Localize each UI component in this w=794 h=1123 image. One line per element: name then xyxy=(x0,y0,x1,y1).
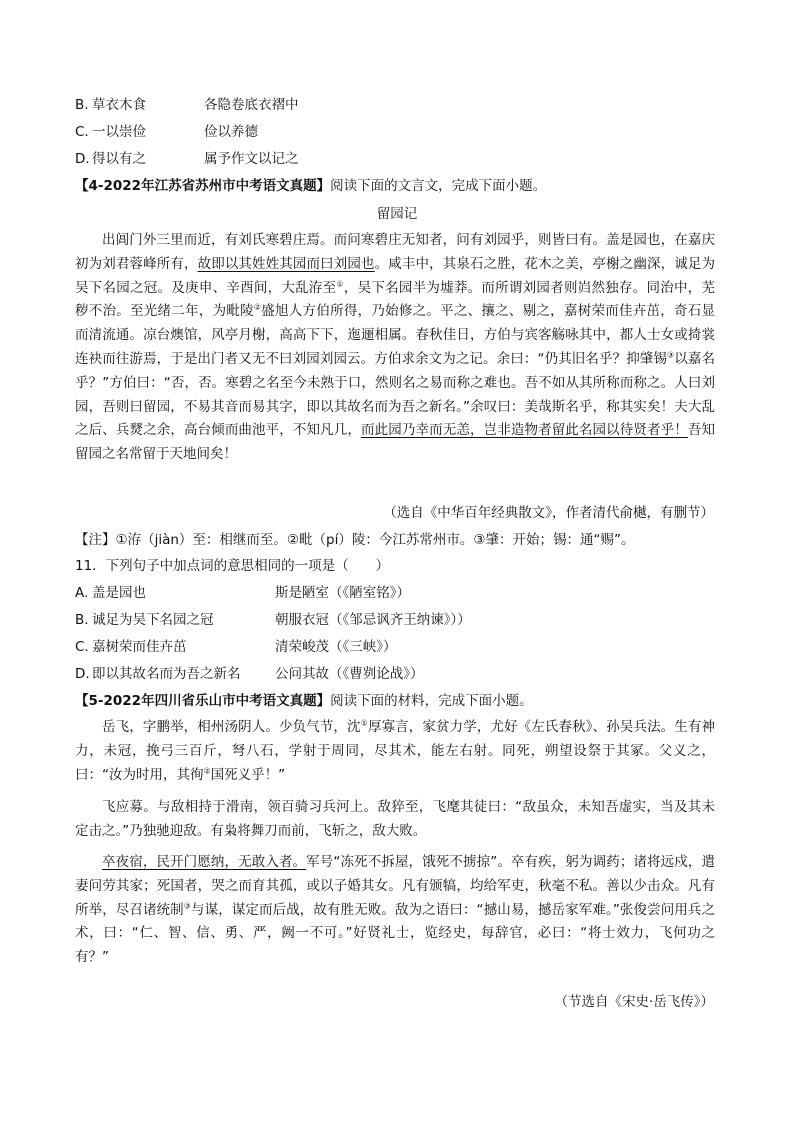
footnote-marker: ① xyxy=(336,279,344,289)
passage4-source: （选自《中华百年经典散文》，作者清代俞樾，有删节） xyxy=(383,505,714,521)
underlined-sentence: 故即以其姓姓其园而曰刘园也 xyxy=(197,255,375,272)
passage-text: 岳飞，字鹏举，相州汤阴人。少负气节，沈 xyxy=(102,719,361,735)
option-right: 公问其故（《曹刿论战》） xyxy=(275,666,424,682)
q11-option-c xyxy=(75,637,397,657)
option-right: 属予作文以记之 xyxy=(204,151,299,167)
footnote-marker: ③ xyxy=(667,350,675,360)
passage5-paragraph-3 xyxy=(75,851,715,970)
passage-text: 以嘉名乎？”方伯曰：“否，否。寒碧之名至今未熟于口，然则名之易而称之难也。吾不如从其所称而称之。人曰刘园，吾则曰留园，不易其音而易其字，即以其故名而为吾之新名。”余叹曰：美哉斯名乎，称其实矣！夫大乱之后、兵燹之余，高台倾而曲池平，不知凡几， xyxy=(75,350,716,439)
section5-instruction: 阅读下面的材料，完成下面小题。 xyxy=(330,693,533,709)
option-left: 草衣木食 xyxy=(92,97,146,113)
q11-stem: 11．下列句子中加点词的意思相同的一项是（ ） xyxy=(75,558,390,574)
section4-instruction: 阅读下面的文言文，完成下面小题。 xyxy=(330,178,547,194)
option-letter: B. xyxy=(75,97,89,113)
passage4-note: 【注】①洊（jiàn）至：相继而至。②毗（pí）陵：今江苏常州市。③肇：开始；锡：通“赐”。 xyxy=(75,532,635,548)
option-right: 各隐卷底衣褶中 xyxy=(204,97,299,113)
option-letter: D. xyxy=(75,666,90,682)
passage-text: 与谋，谋定而后战，故有胜无败。敌为之语曰：“撼山易，撼岳家军难。”张俊尝问用兵之术，曰：“仁、智、信、勇、严，阙一不可。”好贤礼士，览经史，每辞官，必曰：“将士效力，飞何功之有？” xyxy=(75,901,716,966)
footnote-marker: ② xyxy=(203,766,211,776)
q10-option-b xyxy=(75,95,299,115)
option-left: 嘉树荣而佳卉茁 xyxy=(92,639,187,655)
option-right: 朝服衣冠（《邹忌讽齐王纳谏》）） xyxy=(275,612,471,628)
section4-tag: 【4-2022年江苏省苏州市中考语文真题】 xyxy=(75,178,331,194)
passage-text: 厚寡言，家贫力学，尤好《左氏春秋》、孙吴兵法。生有神力，未冠，挽弓三百斤，弩八石，学射于周同，尽其术，能左右射。同死，朔望设祭于其冢。父义之，曰：“汝为时用，其徇 xyxy=(75,719,716,783)
passage-text: 吾知留园之名常留于天地间矣！ xyxy=(75,422,716,463)
option-left: 盖是园也 xyxy=(92,585,146,601)
q11-option-b xyxy=(75,610,471,630)
option-letter: D. xyxy=(75,151,90,167)
passage-text: 盛旭人方伯所得，乃始修之。平之、攘之、剔之，嘉树荣而佳卉茁，奇石显而清流通。凉台燠馆，风亭月榭，高高下下，迤逦相属。春秋佳日，方伯与宾客觞咏其中，都人士女或掎裳连袂而往游焉，于是出门者又无不曰刘园刘园云。方伯求余文为之记。余曰：“仍其旧名乎？抑肇锡 xyxy=(75,303,716,367)
passage-text: 。咸丰中，其泉石之胜，花木之美，亭榭之幽深，诚足为吴下名园之冠。及庚申、辛酉间，大乱洊至 xyxy=(75,255,716,296)
option-right: 俭以养德 xyxy=(204,124,258,140)
option-letter: C. xyxy=(75,639,89,655)
section5-tag: 【5-2022年四川省乐山市中考语文真题】 xyxy=(75,693,331,709)
underlined-sentence: 而此园乃幸而无恙，岂非造物者留此名园以待贤者乎！ xyxy=(361,422,688,439)
passage-text: 出阊门外三里而近，有刘氏寒碧庄焉。而问寒碧庄无知者，问有刘园乎，则皆曰有。盖是园也，在嘉庆初为刘君蓉峰所有， xyxy=(75,232,715,272)
passage-text: 军号“冻死不拆屋，饿死不掳掠”。卒有疾，躬为调药；诸将远戍，遣妻问劳其家；死国者，哭之而育其孤，或以子婚其女。凡有颁犒，均给军吏，秋毫不私。善以少击众。凡有所举，尽召诸统制 xyxy=(75,854,715,918)
passage-text: 国死义乎！” xyxy=(210,766,286,783)
q10-option-d xyxy=(75,149,299,169)
q11-option-d xyxy=(75,664,424,684)
passage5-source: （节选自《宋史·岳飞传》） xyxy=(554,994,714,1010)
option-right: 斯是陋室（《陋室铭》） xyxy=(275,585,410,601)
option-letter: C. xyxy=(75,124,89,140)
option-letter: B. xyxy=(75,612,89,628)
passage-text: ，吴下名园半为墟莽。而所谓刘园者则岿然独存。同治中，芜秽不治。至光绪二年，为毗陵 xyxy=(75,279,716,320)
q11-option-a xyxy=(75,583,410,603)
option-left: 一以崇俭 xyxy=(92,124,146,140)
passage5-paragraph-1 xyxy=(75,716,715,787)
option-left: 即以其故名而为吾之新名 xyxy=(92,666,241,682)
passage-text: 飞应募。与敌相持于滑南，领百骑习兵河上。敌猝至，飞麾其徒曰：“敌虽众，未知吾虚实，当及其未定击之。”乃独驰迎敌。有枭将舞刀而前，飞斩之，敌大败。 xyxy=(75,799,715,839)
option-letter: A. xyxy=(75,585,89,601)
option-left: 得以有之 xyxy=(92,151,146,167)
passage5-paragraph-2 xyxy=(75,796,715,844)
footnote-marker: ① xyxy=(360,718,368,728)
footnote-marker: ② xyxy=(253,302,262,312)
passage4-paragraph xyxy=(75,229,715,467)
underlined-sentence: 卒夜宿，民开门愿纳，无敢入者。 xyxy=(102,854,307,870)
option-left: 诚足为吴下名园之冠 xyxy=(92,612,214,628)
section5-header xyxy=(75,691,533,711)
q10-option-c xyxy=(75,122,258,142)
passage-title: 留园记 xyxy=(376,206,418,222)
footnote-marker: ③ xyxy=(183,901,192,911)
section4-header xyxy=(75,176,546,196)
option-right: 清荣峻茂（《三峡》） xyxy=(275,639,397,655)
